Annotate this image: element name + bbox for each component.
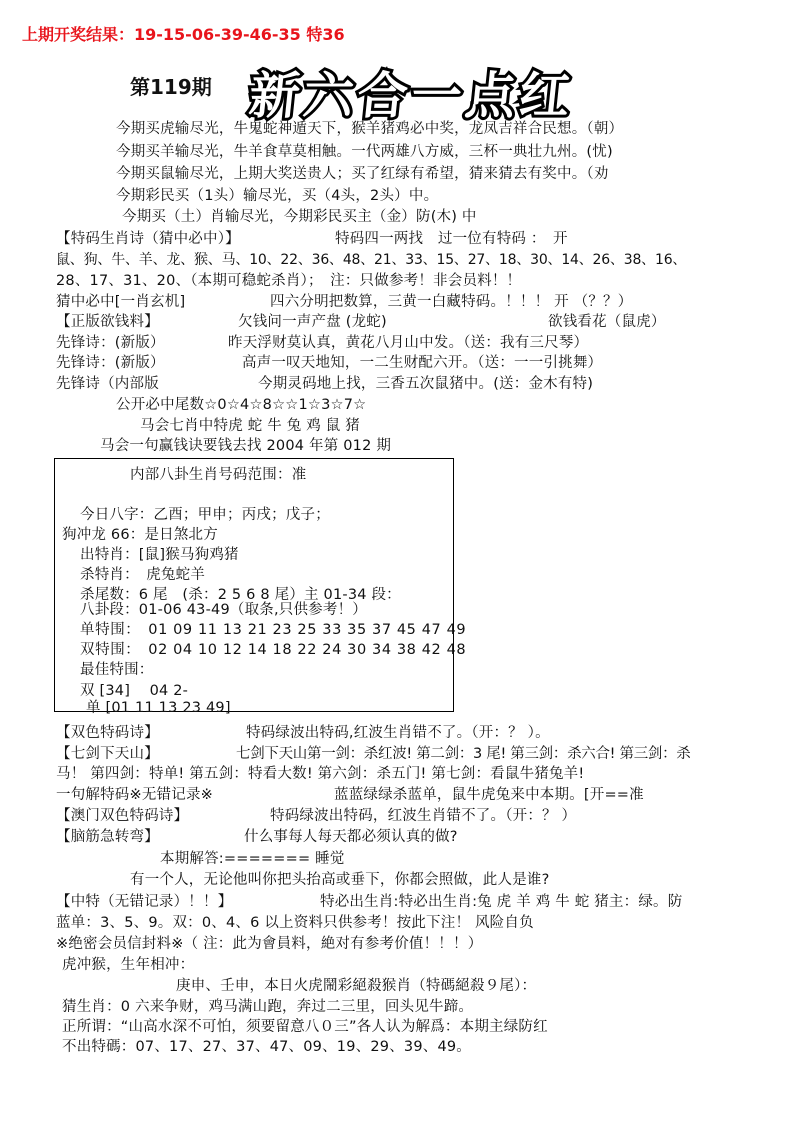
tiger-line: 虎冲猴，生年相冲：: [62, 957, 195, 973]
issue-number: 第119期: [130, 75, 212, 99]
interpret-line: 正所谓：“山高水深不可怕，须要留意八０三”各人认为解爲：本期主绿防红: [62, 1019, 548, 1035]
special-poem-text: 特码四一两找 过一位有特码 ： 开: [335, 231, 568, 247]
box-best: 最佳特围：: [80, 662, 154, 678]
box-double: 双特围： 02 04 10 12 14 18 22 24 30 34 38 42 48: [80, 642, 467, 658]
guess-text: 四六分明把数算，三黄一白藏特码。！！！ 开 （？？）: [270, 294, 633, 310]
zhongte-label: 【中特（无错记录）！！】: [56, 894, 233, 910]
secret-line: ※绝密会员信封料※（ 注：此为會員料，絶对有参考价值！！！）: [56, 936, 483, 952]
box-bagua: 八卦段：01-06 43-49（取条,只供参考！）: [80, 602, 367, 618]
special-poem-line-3: 28、17、31、20、（本期可稳蛇杀肖）； 注：只做参考！非会员料！！: [56, 273, 522, 289]
riddle-answer: 本期解答:======= 睡觉: [160, 851, 345, 867]
poem-line-4: 今期彩民买（1头）输尽光，买（4头，2头）中。: [116, 188, 439, 204]
pioneer-label-3: 先锋诗（内部版: [56, 376, 159, 392]
box-single: 单特围： 01 09 11 13 21 23 25 33 35 37 45 47 49: [80, 622, 467, 638]
pioneer-text-3: 今期灵码地上找，三香五次鼠猪中。(送：金木有特): [258, 376, 594, 392]
seven-swords-label: 【七剑下天山】: [56, 746, 159, 762]
riddle-question-2: 有一个人，无论他叫你把头抬高或垂下，你都会照做，此人是谁?: [130, 872, 550, 888]
box-kill-tail: 杀尾数：6 尾 (杀：2 5 6 8 尾）主 01-34 段：: [80, 587, 401, 603]
box-bazi: 今日八字：乙酉；甲申；丙戌；戊子；: [80, 507, 330, 523]
seven-swords-line-2: 马！ 第四剑：特单! 第五剑：特看大数! 第六剑：杀五门! 第七剑：看鼠牛猪兔羊!: [56, 766, 585, 782]
horse-line-2: 马会一句赢钱诀要钱去找 2004 年第 012 期: [100, 438, 392, 454]
no-out-line: 不出特碼：07、17、27、37、47、09、19、29、39、49。: [62, 1039, 472, 1055]
horse-line-1: 马会七肖中特虎 蛇 牛 兔 鸡 鼠 猪: [140, 418, 360, 434]
gengshen-line: 庚申、壬申，本日火虎鬧彩絕殺猴肖（特碼絕殺９尾）：: [176, 978, 537, 994]
dual-color-text: 特码绿波出特码,红波生肖错不了。（开：？ ）。: [246, 725, 550, 741]
special-poem-line-2: 鼠、狗、牛、羊、龙、猴、马、10、22、36、48、21、33、15、27、18、30、14、26、38、16、: [56, 252, 687, 268]
zodiac-line: 猜生肖：0 六来争财，鸡马满山跑，奔过二三里，回头见牛蹄。: [62, 999, 474, 1015]
box-dan: 单 [01 11 13 23 49]: [86, 700, 231, 716]
poem-line-1: 今期买虎输尽光，牛鬼蛇神遁天下，猴羊猪鸡必中奖，龙凤吉祥合民想。（朝）: [116, 121, 624, 137]
box-title: 内部八卦生肖号码范围：准: [130, 467, 307, 483]
poem-line-5: 今期买（土）肖输尽光，今期彩民买主（金）防(木) 中: [122, 209, 477, 225]
tail-line: 公开必中尾数☆0☆4☆8☆☆1☆3☆7☆: [116, 397, 367, 413]
riddle-label: 【脑筋急转弯】: [56, 829, 159, 845]
last-result: 上期开奖结果：19-15-06-39-46-35 特36: [22, 25, 345, 44]
box-out: 出特肖：[鼠]猴马狗鸡猪: [80, 547, 239, 563]
pioneer-label-1: 先锋诗：(新版）: [56, 335, 165, 351]
one-sentence-text: 蓝蓝绿绿杀蓝单，鼠牛虎兔来中本期。[开==准: [334, 787, 644, 803]
seven-swords-text: 七剑下天山第一剑：杀红波! 第二剑：3 尾! 第三剑：杀六合! 第三剑：杀: [236, 746, 691, 762]
genuine-text-2: 欲钱看花（鼠虎）: [548, 314, 666, 330]
riddle-text: 什么事每人每天都必须认真的做?: [244, 829, 458, 845]
box-shuang: 双 [34] 04 2-: [80, 683, 189, 699]
poem-line-2: 今期买羊输尽光，牛羊食草莫相触。一代两雄八方威，三杯一典壮九州。(忧): [116, 144, 613, 160]
guess-label: 猜中必中[一肖玄机]: [56, 294, 186, 310]
macau-label: 【澳门双色特码诗】: [56, 808, 189, 824]
genuine-text: 欠钱问一声产盘 (龙蛇): [238, 314, 387, 330]
pioneer-text-2: 高声一叹天地知，一二生财配六开。（送：一一引挑舞）: [242, 355, 603, 371]
box-chong: 狗冲龙 66：是日煞北方: [62, 527, 218, 543]
dual-color-label: 【双色特码诗】: [56, 725, 159, 741]
logo-title: 新六合一点红: [246, 67, 577, 125]
zhongte-line-2: 蓝单：3、5、9。双：0、4、6 以上资料只供参考！按此下注！ 风险自负: [56, 915, 534, 931]
pioneer-label-2: 先锋诗：(新版）: [56, 355, 165, 371]
pioneer-text-1: 昨天浮财莫认真，黄花八月山中发。（送：我有三尺琴）: [228, 335, 589, 351]
poem-line-3: 今期买鼠输尽光，上期大奖送贵人；买了红绿有希望，猜来猜去有奖中。（劝: [116, 166, 609, 182]
special-poem-label: 【特码生肖诗（猜中必中）】: [56, 231, 240, 247]
genuine-label: 【正版欲钱料】: [56, 314, 159, 330]
zhongte-text: 特必出生肖:特必出生肖:兔 虎 羊 鸡 牛 蛇 猪主：绿。防: [320, 894, 683, 910]
one-sentence-label: 一句解特码※无错记录※: [56, 787, 213, 803]
box-kill: 杀特肖： 虎兔蛇羊: [80, 567, 206, 583]
macau-text: 特码绿波出特码，红波生肖错不了。（开：？ ）: [270, 808, 577, 824]
